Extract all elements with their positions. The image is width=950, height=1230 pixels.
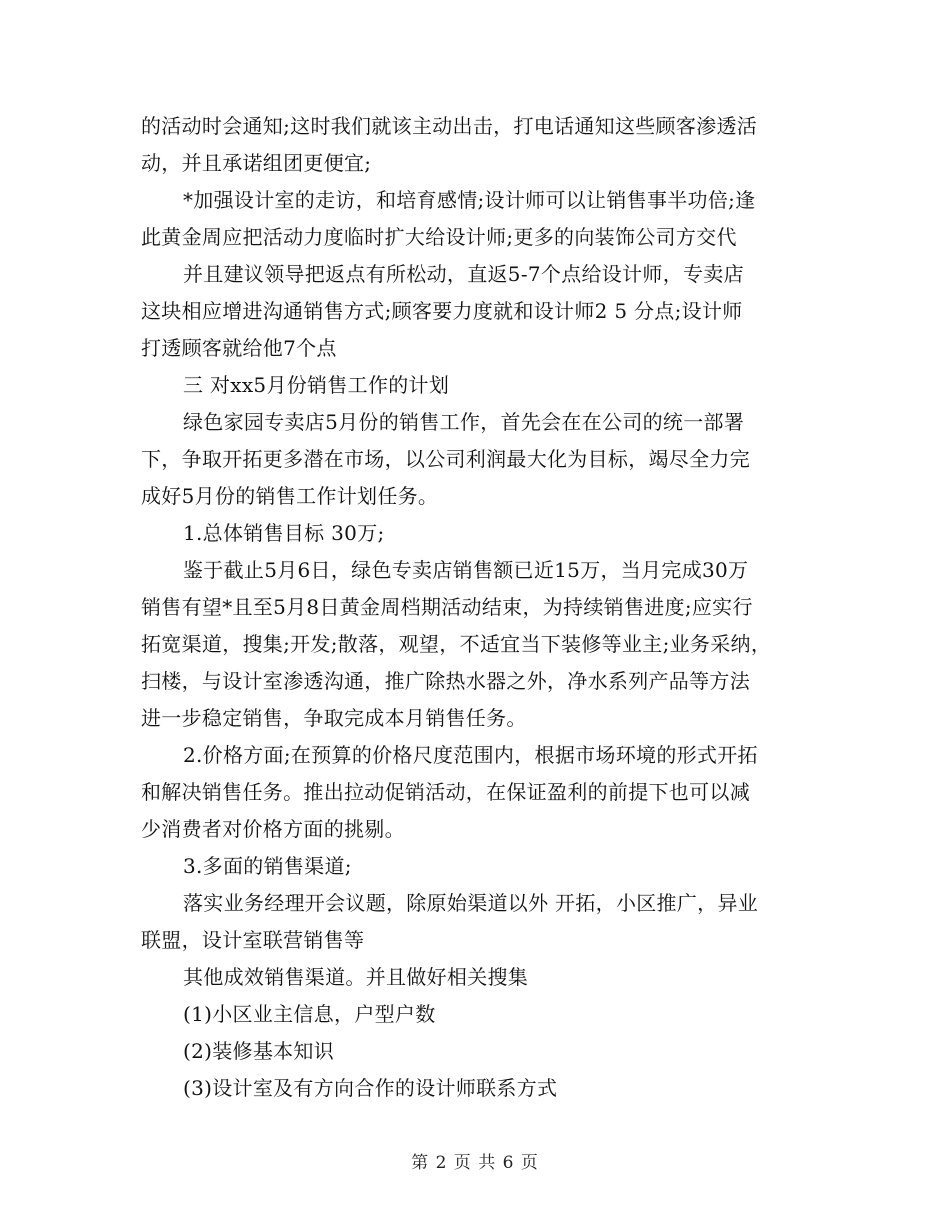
text-line: 的活动时会通知;这时我们就该主动出击，打电话通知这些顾客渗透活 (141, 114, 758, 138)
text-line: 扫楼，与设计室渗透沟通，推广除热水器之外，净水系列产品等方法 (141, 669, 750, 693)
text-line: 少消费者对价格方面的挑剔。 (141, 817, 405, 841)
text-line: 绿色家园专卖店5月份的销售工作，首先会在在公司的统一部署 (183, 410, 745, 434)
text-line: (1)小区业主信息，户型户数 (183, 1002, 436, 1026)
text-line: 并且建议领导把返点有所松动，直返5-7个点给设计师，专卖店 (183, 262, 744, 286)
text-line: 和解决销售任务。推出拉动促销活动，在保证盈利的前提下也可以减 (141, 780, 750, 804)
text-line: 打透顾客就给他7个点 (141, 336, 337, 360)
text-line: (2)装修基本知识 (183, 1039, 335, 1063)
text-line: 此黄金周应把活动力度临时扩大给设计师;更多的向装饰公司方交代 (141, 225, 737, 249)
document-body (141, 108, 821, 1107)
page-footer: 第 2 页 共 6 页 (411, 1153, 539, 1173)
text-line: 进一步稳定销售，争取完成本月销售任务。 (141, 706, 527, 730)
text-line: 这块相应增进沟通销售方式;顾客要力度就和设计师2 5 分点;设计师 (141, 299, 743, 323)
text-line: 销售有望*且至5月8日黄金周档期活动结束，为持续销售进度;应实行 (141, 595, 753, 619)
text-line: 落实业务经理开会议题，除原始渠道以外 开拓，小区推广，异业 (183, 891, 759, 915)
text-line: 下，争取开拓更多潜在市场，以公司利润最大化为目标，竭尽全力完 (141, 447, 750, 471)
text-line: 动，并且承诺组团更便宜; (141, 151, 372, 175)
text-line: 成好5月份的销售工作计划任务。 (141, 484, 439, 508)
text-line: 2.价格方面;在预算的价格尺度范围内，根据市场环境的形式开拓 (183, 743, 758, 767)
text-line: 三 对xx5月份销售工作的计划 (183, 373, 450, 397)
text-line: 3.多面的销售渠道; (183, 854, 352, 878)
text-line: (3)设计室及有方向合作的设计师联系方式 (183, 1076, 558, 1100)
text-line: 拓宽渠道，搜集;开发;散落，观望，不适宜当下装修等业主;业务采纳， (141, 632, 772, 656)
text-line: 1.总体销售目标 30万; (183, 521, 385, 545)
text-line: *加强设计室的走访，和培育感情;设计师可以让销售事半功倍;逢 (183, 188, 756, 212)
text-line: 其他成效销售渠道。并且做好相关搜集 (183, 965, 529, 989)
text-line: 鉴于截止5月6日，绿色专卖店销售额已近15万，当月完成30万 (183, 558, 749, 582)
text-line: 联盟，设计室联营销售等 (141, 928, 365, 952)
